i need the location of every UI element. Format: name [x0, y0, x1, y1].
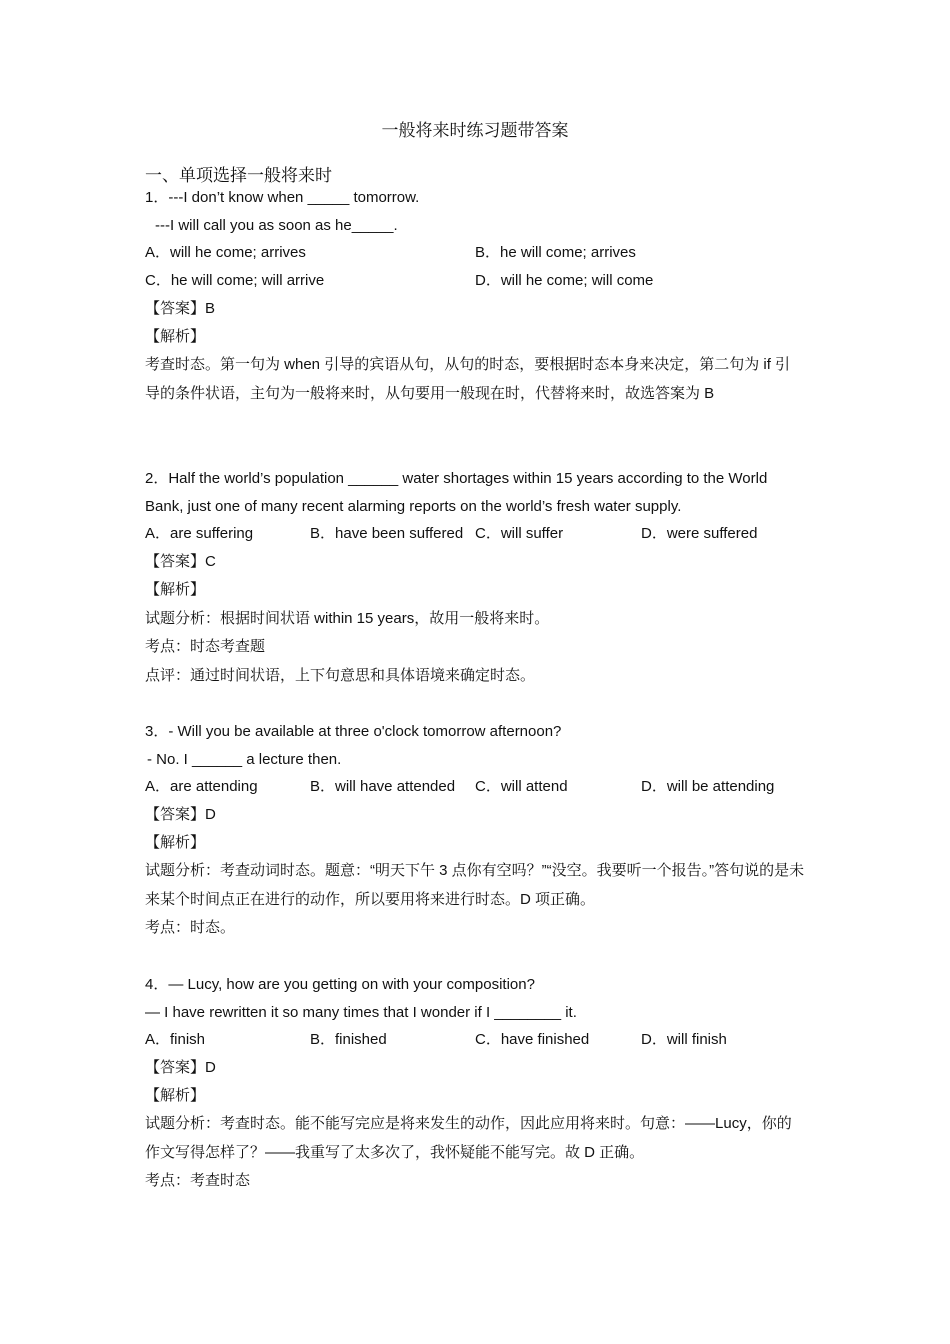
q2-stem: 2．Half the world’s population ______ water shortages within 15 years according to the World — [145, 470, 768, 487]
q1-answer: 【答案】B — [145, 300, 216, 317]
q3-option-b: B．will have attended — [310, 778, 456, 795]
q2-stem-cont: Bank, just one of many recent alarming reports on the world’s fresh water supply. — [145, 498, 682, 515]
q2-point: 考点：时态考查题 — [145, 638, 266, 655]
q4-answer: 【答案】D — [145, 1059, 216, 1076]
q3-analysis-label: 【解析】 — [145, 834, 206, 851]
q4-option-b: B．finished — [310, 1031, 387, 1048]
page-title: 一般将来时练习题带答案 — [381, 121, 569, 141]
q3-option-a: A．are attending — [145, 778, 258, 795]
q4-analysis: 试题分析：考查时态。能不能写完应是将来发生的动作，因此应用将来时。句意：——Lucy，你的作文写得怎样了？——我重写了太多次了，我怀疑能不能写完。故 D 正确。 — [145, 1115, 792, 1161]
q3-stem-reply: - No. I ______ a lecture then. — [147, 751, 342, 768]
q2-analysis: 试题分析：根据时间状语 within 15 years，故用一般将来时。 — [145, 610, 550, 627]
q1-analysis-label: 【解析】 — [145, 328, 206, 345]
q4-option-c: C．have finished — [475, 1031, 590, 1048]
q2-option-c: C．will suffer — [475, 525, 564, 542]
q3-option-c: C．will attend — [475, 778, 568, 795]
q3-answer: 【答案】D — [145, 806, 216, 823]
q1-option-d: D．will he come; will come — [475, 272, 654, 289]
q4-option-a: A．finish — [145, 1031, 206, 1048]
q3-stem: 3．- Will you be available at three o'clock tomorrow afternoon? — [145, 723, 562, 740]
q2-answer: 【答案】C — [145, 553, 216, 570]
q2-option-a: A．are suffering — [145, 525, 254, 542]
section-heading: 一、单项选择一般将来时 — [145, 166, 332, 186]
q4-stem-reply: — I have rewritten it so many times that I wonder if I ________ it. — [145, 1004, 577, 1021]
q3-analysis: 试题分析：考查动词时态。题意：“明天下午 3 点你有空吗？”“没空。我要听一个报告。”答句说的是未来某个时间点正在进行的动作，所以要用将来进行时态。D 项正确。 — [145, 862, 805, 908]
q1-analysis: 考查时态。第一句为 when 引导的宾语从句，从句的时态，要根据时态本身来决定，第二句为 if 引导的条件状语，主句为一般将来时，从句要用一般现在时，代替将来时，故选答案为 B — [145, 356, 791, 402]
q2-analysis-label: 【解析】 — [145, 581, 206, 598]
q4-option-d: D．will finish — [641, 1031, 727, 1048]
q1-option-a: A．will he come; arrives — [145, 244, 306, 261]
q2-option-b: B．have been suffered — [310, 525, 464, 542]
q1-stem: 1．---I don’t know when _____ tomorrow. — [145, 189, 420, 206]
q2-option-d: D．were suffered — [641, 525, 758, 542]
q4-analysis-label: 【解析】 — [145, 1087, 206, 1104]
q3-point: 考点：时态。 — [145, 919, 236, 936]
q2-comment: 点评：通过时间状语，上下句意思和具体语境来确定时态。 — [145, 667, 536, 684]
q1-stem-reply: ---I will call you as soon as he_____. — [155, 217, 398, 234]
q4-stem: 4．— Lucy, how are you getting on with your composition? — [145, 976, 535, 993]
q4-point: 考点：考查时态 — [145, 1172, 251, 1189]
q1-option-b: B．he will come; arrives — [475, 244, 636, 261]
q1-option-c: C．he will come; will arrive — [145, 272, 325, 289]
q3-option-d: D．will be attending — [641, 778, 775, 795]
